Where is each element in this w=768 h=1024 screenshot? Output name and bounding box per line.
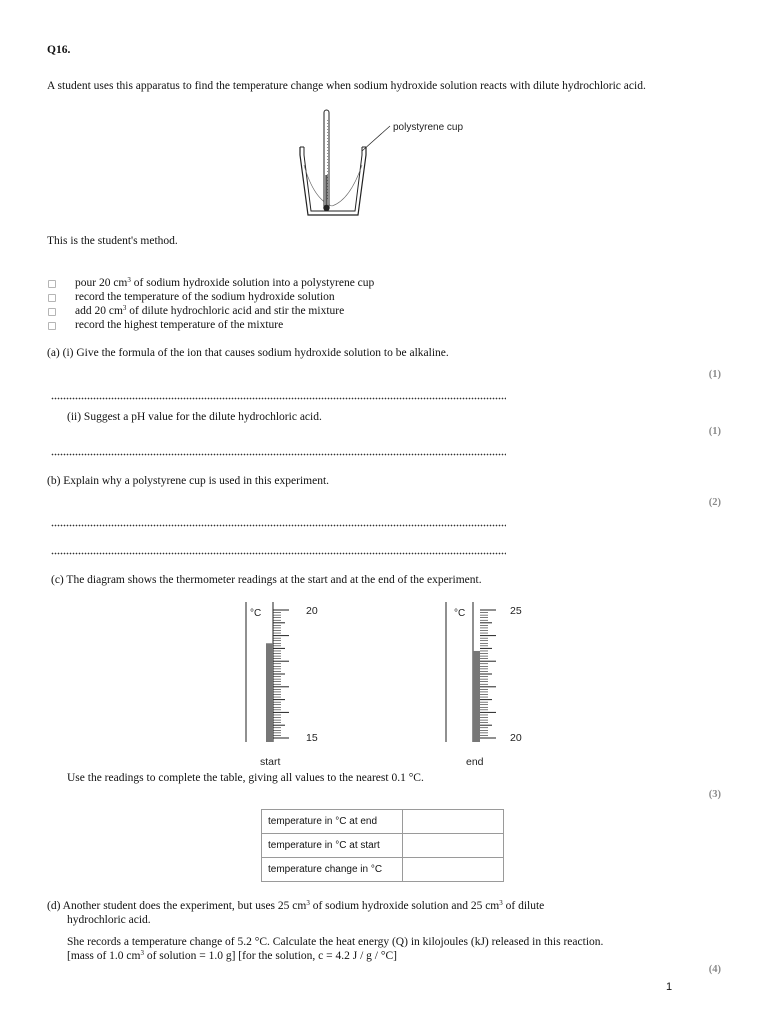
scale-bottom-end: 20	[510, 732, 522, 744]
page-number: 1	[666, 981, 673, 993]
bullet-icon	[48, 280, 56, 288]
part-c-question: (c) The diagram shows the thermometer readings at the start and at the end of the experiment.	[51, 574, 482, 586]
scale-top-start: 20	[306, 605, 318, 617]
part-c-marks: (3)	[708, 789, 721, 800]
method-step-3: add 20 $cm^3$ of dilute hydrochloric acid and stir the mixture	[75, 304, 345, 317]
thermometer-start-label: start	[260, 756, 281, 768]
table-answer-cell[interactable]	[403, 858, 504, 882]
tick-scale-end	[480, 610, 496, 738]
thermometer-end	[440, 600, 540, 775]
part-a-i-marks: (1)	[708, 369, 721, 380]
table-label: temperature change in °C	[262, 858, 403, 882]
method-step-4: record the highest temperature of the mixture	[75, 319, 284, 331]
thermometer-start	[240, 600, 340, 775]
method-intro: This is the student's method.	[47, 235, 178, 247]
apparatus-diagram	[290, 105, 490, 223]
apparatus-label: polystyrene cup	[393, 122, 464, 133]
part-b-question: (b) Explain why a polystyrene cup is used in this experiment.	[47, 475, 330, 487]
results-table	[261, 809, 504, 882]
unit-label-end: °C	[454, 608, 466, 619]
question-intro: A student uses this apparatus to find the temperature change when sodium hydroxide solution reacts with dilute hydrochloric acid.	[47, 80, 646, 92]
part-a-ii-marks: (1)	[708, 426, 721, 437]
part-d-constants: [mass of 1.0 $cm^3$ of solution = 1.0 g] [for the solution, c = 4.2 J / g / °C]	[67, 949, 397, 962]
mercury-column-end	[473, 651, 480, 742]
part-a-i-question: (a) (i) Give the formula of the ion that causes sodium hydroxide solution to be alkaline.	[47, 347, 449, 359]
scale-bottom-start: 15	[306, 732, 318, 744]
tick-scale-start	[273, 610, 289, 738]
part-d-question: (d) Another student does the experiment, but uses 25 $cm^3$ of sodium hydroxide solution and 25 $cm^3$ of dilute	[47, 899, 545, 912]
bullet-icon	[48, 294, 56, 302]
scale-top-end: 25	[510, 605, 522, 617]
table-row	[262, 858, 504, 882]
part-a-ii-question: (ii) Suggest a pH value for the dilute hydrochloric acid.	[67, 411, 322, 423]
answer-line-b-1[interactable]	[51, 524, 506, 527]
table-label: temperature in °C at start	[262, 834, 403, 858]
part-b-marks: (2)	[708, 497, 721, 508]
bullet-icon	[48, 322, 56, 330]
method-step-2: record the temperature of the sodium hydroxide solution	[75, 291, 335, 303]
unit-label-start: °C	[250, 608, 262, 619]
answer-line-b-2[interactable]	[51, 552, 506, 555]
thermometer-end-label: end	[466, 756, 484, 768]
part-d-question-cont: hydrochloric acid.	[67, 914, 151, 926]
part-d-marks: (4)	[708, 964, 721, 975]
mercury-column-start	[266, 643, 273, 742]
table-row	[262, 834, 504, 858]
part-d-data: She records a temperature change of 5.2 °C. Calculate the heat energy (Q) in kilojoules (kJ) released in this reaction.	[67, 936, 604, 948]
table-answer-cell[interactable]	[403, 810, 504, 834]
answer-line-a-i[interactable]	[51, 397, 506, 400]
bullet-icon	[48, 308, 56, 316]
method-step-1: pour 20 $cm^3$ of sodium hydroxide solution into a polystyrene cup	[75, 276, 375, 289]
answer-line-a-ii[interactable]	[51, 453, 506, 456]
table-label: temperature in °C at end	[262, 810, 403, 834]
question-number: Q16.	[47, 44, 71, 56]
table-row	[262, 810, 504, 834]
part-c-instruction: Use the readings to complete the table, giving all values to the nearest 0.1 °C.	[67, 772, 424, 784]
table-answer-cell[interactable]	[403, 834, 504, 858]
